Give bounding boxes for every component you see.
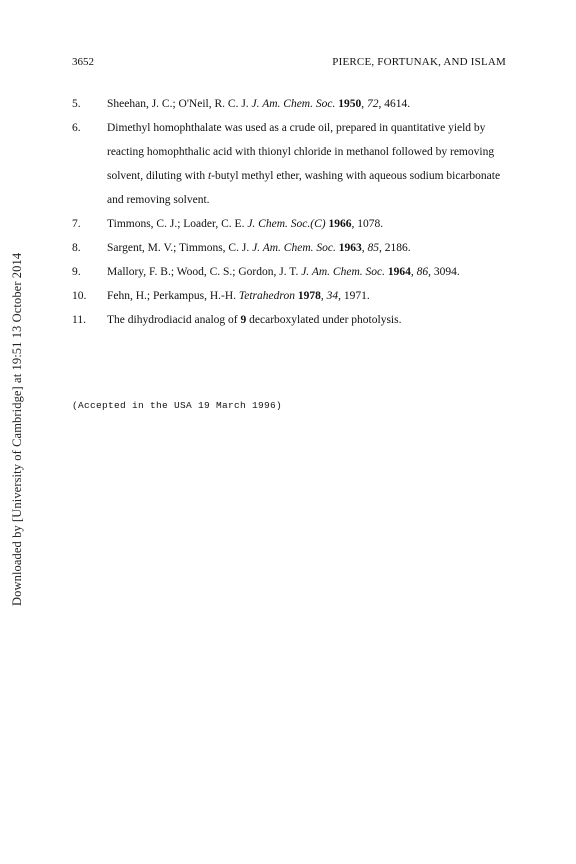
download-watermark: Downloaded by [University of Cambridge] at 19:51 13 October 2014	[10, 252, 24, 606]
reference-segment: ,	[361, 98, 367, 110]
accepted-note: (Accepted in the USA 19 March 1996)	[72, 400, 283, 411]
reference-item	[72, 284, 512, 308]
reference-text	[107, 260, 512, 284]
reference-item	[72, 308, 512, 332]
reference-segment: 85	[367, 242, 379, 254]
reference-text	[107, 284, 512, 308]
reference-segment: 72	[366, 98, 379, 110]
reference-segment: ,	[320, 290, 327, 302]
reference-segment: decarboxylated under photolysis.	[246, 314, 402, 326]
reference-list	[72, 92, 512, 332]
reference-segment: , 4614.	[378, 98, 411, 110]
reference-text	[107, 236, 512, 260]
reference-segment: Sargent, M. V.; Timmons, C. J.	[107, 242, 253, 254]
reference-number: 5.	[72, 98, 81, 110]
reference-segment: Timmons, C. J.; Loader, C. E.	[107, 218, 248, 230]
reference-segment: 1964	[387, 266, 411, 278]
reference-segment: Sheehan, J. C.; O'Neil, R. C. J.	[107, 98, 252, 110]
reference-segment: J. Am. Chem. Soc.	[252, 242, 336, 254]
reference-segment: , 1078.	[351, 218, 384, 230]
reference-number: 8.	[72, 242, 81, 254]
reference-item	[72, 260, 512, 284]
reference-item	[72, 92, 512, 116]
reference-segment: 34	[326, 290, 339, 302]
reference-segment: 86	[416, 266, 429, 278]
reference-number: 7.	[72, 218, 81, 230]
reference-segment: Dimethyl homophthalate was used as a crude oil, prepared in quantitative yield by reacting homophthalic acid with thionyl chloride in methanol followed by removing solvent, diluting with	[107, 122, 495, 182]
reference-number: 11.	[72, 314, 86, 326]
reference-segment: J. Am. Chem. Soc.	[301, 266, 385, 278]
reference-segment: 1950	[338, 98, 362, 110]
reference-segment: ,	[410, 266, 417, 278]
reference-number: 10.	[72, 290, 87, 302]
reference-segment: -butyl methyl ether, washing with aqueous sodium bicarbonate and removing solvent.	[107, 170, 501, 206]
reference-segment: ,	[361, 242, 368, 254]
reference-segment: J. Chem. Soc.(C)	[247, 218, 326, 230]
reference-segment: 1966	[328, 218, 352, 230]
reference-segment: The dihydrodiacid analog of	[107, 314, 241, 326]
reference-text	[107, 92, 512, 116]
reference-segment: , 2186.	[379, 242, 411, 254]
reference-segment: Tetrahedron	[238, 290, 295, 302]
reference-text	[107, 212, 512, 236]
reference-segment: , 3094.	[428, 266, 460, 278]
reference-number: 9.	[72, 266, 81, 278]
reference-text	[107, 308, 512, 332]
reference-segment: t	[207, 170, 212, 182]
reference-segment: , 1971.	[338, 290, 370, 302]
reference-segment: 1978	[297, 290, 321, 302]
reference-item	[72, 212, 512, 236]
reference-segment: Mallory, F. B.; Wood, C. S.; Gordon, J. T.	[107, 266, 302, 278]
reference-item	[72, 116, 512, 212]
running-head: PIERCE, FORTUNAK, AND ISLAM	[332, 56, 506, 68]
page-number: 3652	[72, 56, 94, 68]
reference-segment: 9	[240, 314, 247, 326]
reference-item	[72, 236, 512, 260]
reference-number: 6.	[72, 122, 81, 134]
reference-segment: Fehn, H.; Perkampus, H.-H.	[107, 290, 239, 302]
reference-text	[107, 116, 512, 212]
reference-segment: 1963	[338, 242, 362, 254]
reference-segment: J. Am. Chem. Soc.	[251, 98, 336, 110]
